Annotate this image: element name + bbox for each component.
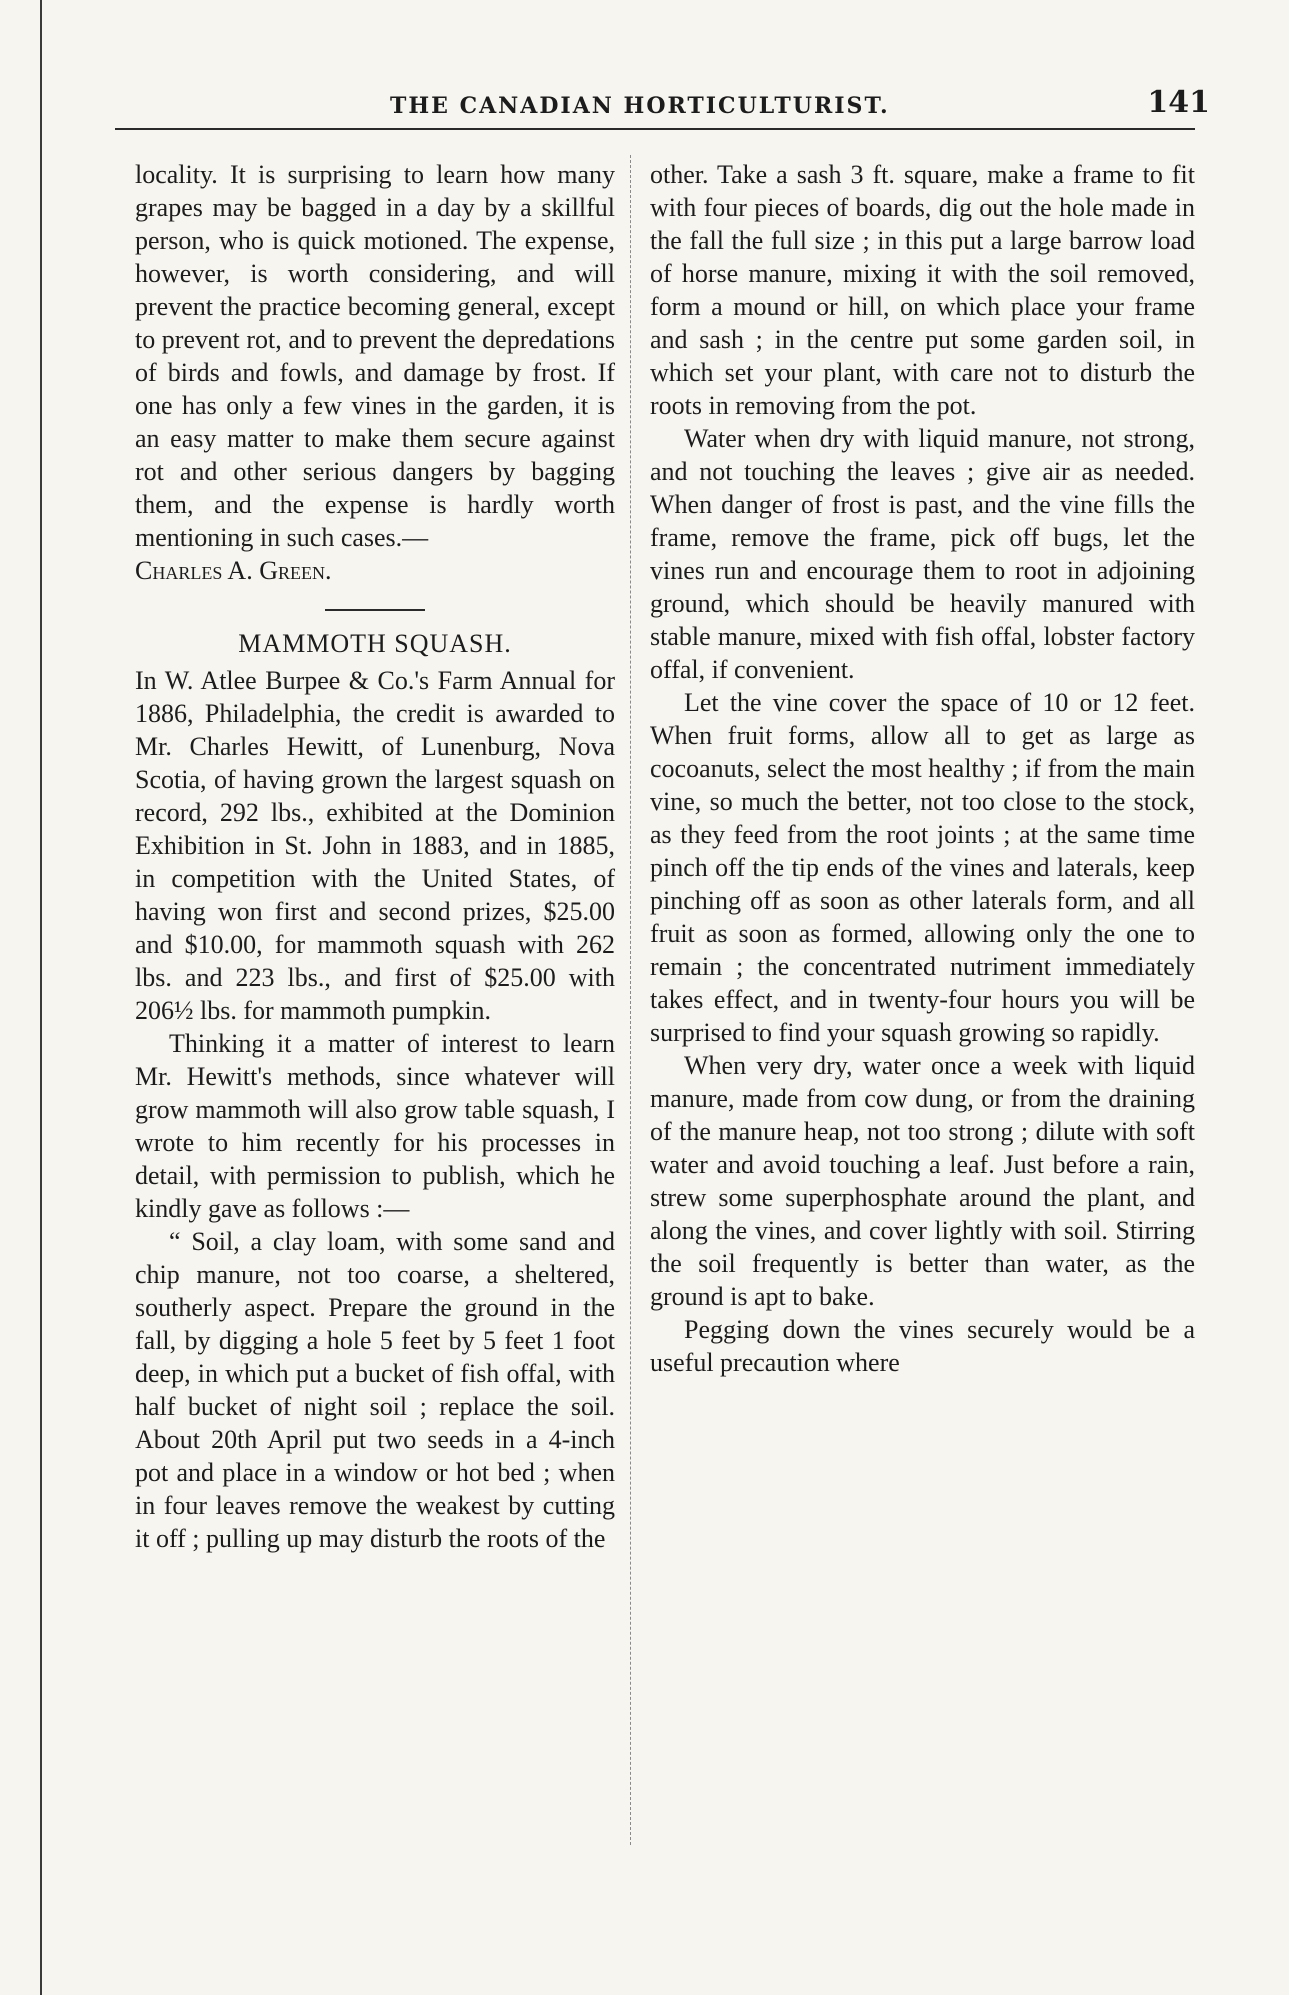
paragraph-pegging: Pegging down the vines securely would be a useful precaution where <box>650 1315 1195 1377</box>
paragraph-thinking: Thinking it a matter of interest to learn Mr. Hewitt's methods, since whatever will grow mammoth will also grow table squash, I wrote to him recently for his processes in detail, with permission to publish, which he kindly gave as follows :— <box>135 1029 615 1223</box>
page-header <box>110 85 1210 125</box>
section-divider <box>325 609 425 611</box>
paragraph-soil: “ Soil, a clay loam, with some sand and chip manure, not too coarse, a sheltered, southerly aspect. Prepare the ground in the fall, by digging a hole 5 feet by 5 feet 1 foot deep, in which put a bucket of fish offal, with half bucket of night soil ; replace the soil. About 20th April put two seeds in a 4-inch pot and place in a window or hot bed ; when in four leaves remove the weakest by cutting it off ; pulling up may disturb the roots of the <box>135 1227 615 1553</box>
paragraph-let-vine: Let the vine cover the space of 10 or 12 feet. When fruit forms, allow all to get as large as cocoanuts, select the most healthy ; if from the main vine, so much the better, not too close to the stock, as they feed from the root joints ; at the same time pinch off the tip ends of the vines and laterals, keep pinching off as soon as other laterals form, and all fruit as soon as formed, allowing only the one to remain ; the concentrated nutriment immediately takes effect, and in twenty-four hours you will be surprised to find your squash growing so rapidly. <box>650 688 1195 1047</box>
running-title: THE CANADIAN HORTICULTURIST. <box>390 93 890 119</box>
left-column <box>135 158 615 1555</box>
paragraph-water: Water when dry with liquid manure, not strong, and not touching the leaves ; give air as needed. When danger of frost is past, and the vine fills the frame, remove the frame, pick off bugs, let the vines run and encourage them to root in adjoining ground, which should be heavily manured with stable manure, mixed with fish offal, lobster factory offal, if convenient. <box>650 424 1195 684</box>
paragraph-when-dry: When very dry, water once a week with liquid manure, made from cow dung, or from the draining of the manure heap, not too strong ; dilute with soft water and avoid touching a leaf. Just before a rain, strew some superphosphate around the plant, and along the vines, and cover lightly with soil. Stirring the soil frequently is better than water, as the ground is apt to bake. <box>650 1051 1195 1311</box>
paragraph-locality: locality. It is surprising to learn how many grapes may be bagged in a day by a skillful person, who is quick motioned. The expense, however, is worth considering, and will prevent the practice becoming general, except to prevent rot, and to prevent the depredations of birds and fowls, and damage by frost. If one has only a few vines in the garden, it is an easy matter to make them secure against rot and other serious dangers by bagging them, and the expense is hardly worth mentioning in such cases.— <box>135 160 615 552</box>
header-rule <box>115 128 1195 130</box>
paragraph-burpee: In W. Atlee Burpee & Co.'s Farm Annual for 1886, Philadelphia, the credit is awarded to Mr. Charles Hewitt, of Lunenburg, Nova Scotia, of having grown the largest squash on record, 292 lbs., exhibited at the Dominion Exhibition in St. John in 1883, and in 1885, in competition with the United States, of having won first and second prizes, $25.00 and $10.00, for mammoth squash with 262 lbs. and 223 lbs., and first of $25.00 with 206½ lbs. for mammoth pumpkin. <box>135 666 615 1025</box>
binding-edge-rule <box>40 0 42 1995</box>
right-column <box>650 158 1195 1379</box>
paragraph-other: other. Take a sash 3 ft. square, make a frame to fit with four pieces of boards, dig out the hole made in the fall the full size ; in this put a large barrow load of horse manure, mixing it with the soil removed, form a mound or hill, on which place your frame and sash ; in the centre put some garden soil, in which set your plant, with care not to disturb the roots in removing from the pot. <box>650 160 1195 420</box>
column-divider <box>630 155 632 1845</box>
author-signature: Charles A. Green. <box>135 556 332 585</box>
section-heading: MAMMOTH SQUASH. <box>238 629 512 658</box>
page-number: 141 <box>1147 85 1210 120</box>
